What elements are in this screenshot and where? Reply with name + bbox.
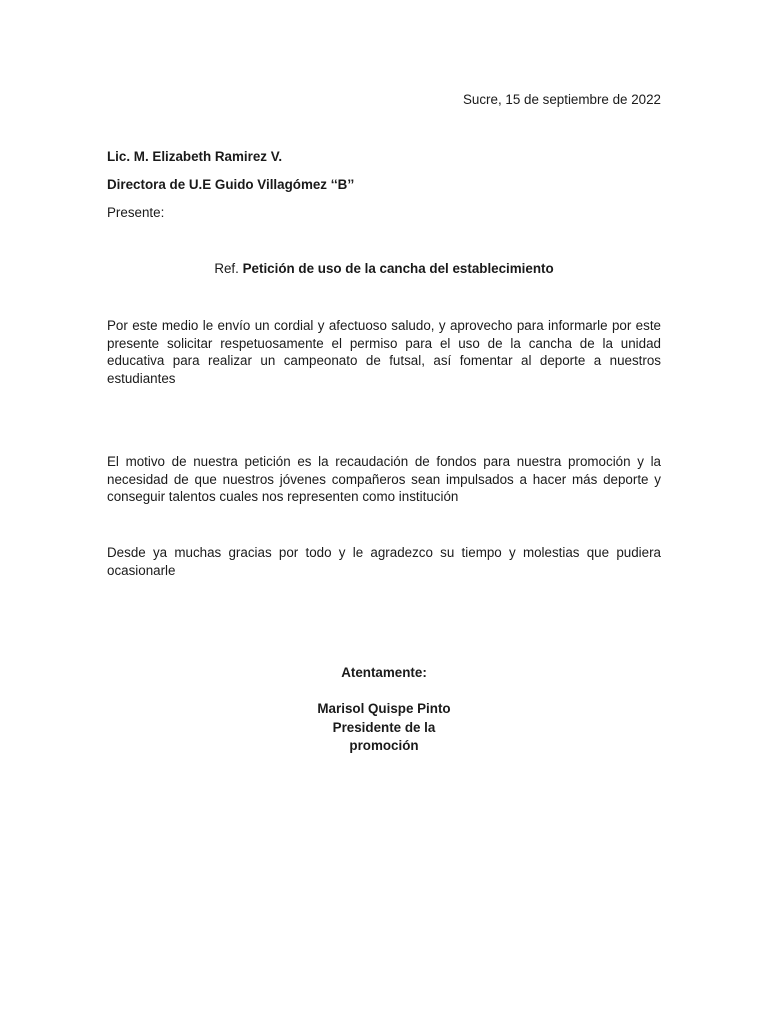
reference-subject: Petición de uso de la cancha del establecimiento: [242, 261, 554, 276]
salutation: Presente:: [107, 205, 165, 220]
recipient-title: Directora de U.E Guido Villagómez ‘‘B’’: [107, 177, 355, 192]
signer-role-line-1: Presidente de la: [332, 719, 436, 735]
reference-line: [107, 261, 661, 277]
recipient-name: Lic. M. Elizabeth Ramirez V.: [107, 149, 283, 164]
body-paragraph-2: El motivo de nuestra petición es la recaudación de fondos para nuestra promoción y la necesidad de que nuestros jóvenes compañeros sean impulsados a hacer más deporte y conseguir talentos cuales nos representen como institución: [107, 454, 661, 505]
signature-block: [107, 700, 661, 756]
signer-role-line-2: promoción: [349, 738, 419, 753]
body-paragraph-1: Por este medio le envío un cordial y afectuoso saludo, y aprovecho para informarle por este presente solicitar respetuosamente el permiso para el uso de la cancha de la unidad educativa para realizar un campeonato de futsal, así fomentar al deporte a nuestros estudiantes: [107, 318, 661, 387]
signer-name: Marisol Quispe Pinto: [317, 701, 451, 716]
closing-phrase: Atentamente:: [341, 665, 427, 680]
reference-prefix: Ref.: [214, 261, 239, 276]
letter-date: Sucre, 15 de septiembre de 2022: [462, 92, 661, 107]
body-paragraph-3: Desde ya muchas gracias por todo y le agradezco su tiempo y molestias que pudiera ocasionarle: [107, 545, 661, 578]
